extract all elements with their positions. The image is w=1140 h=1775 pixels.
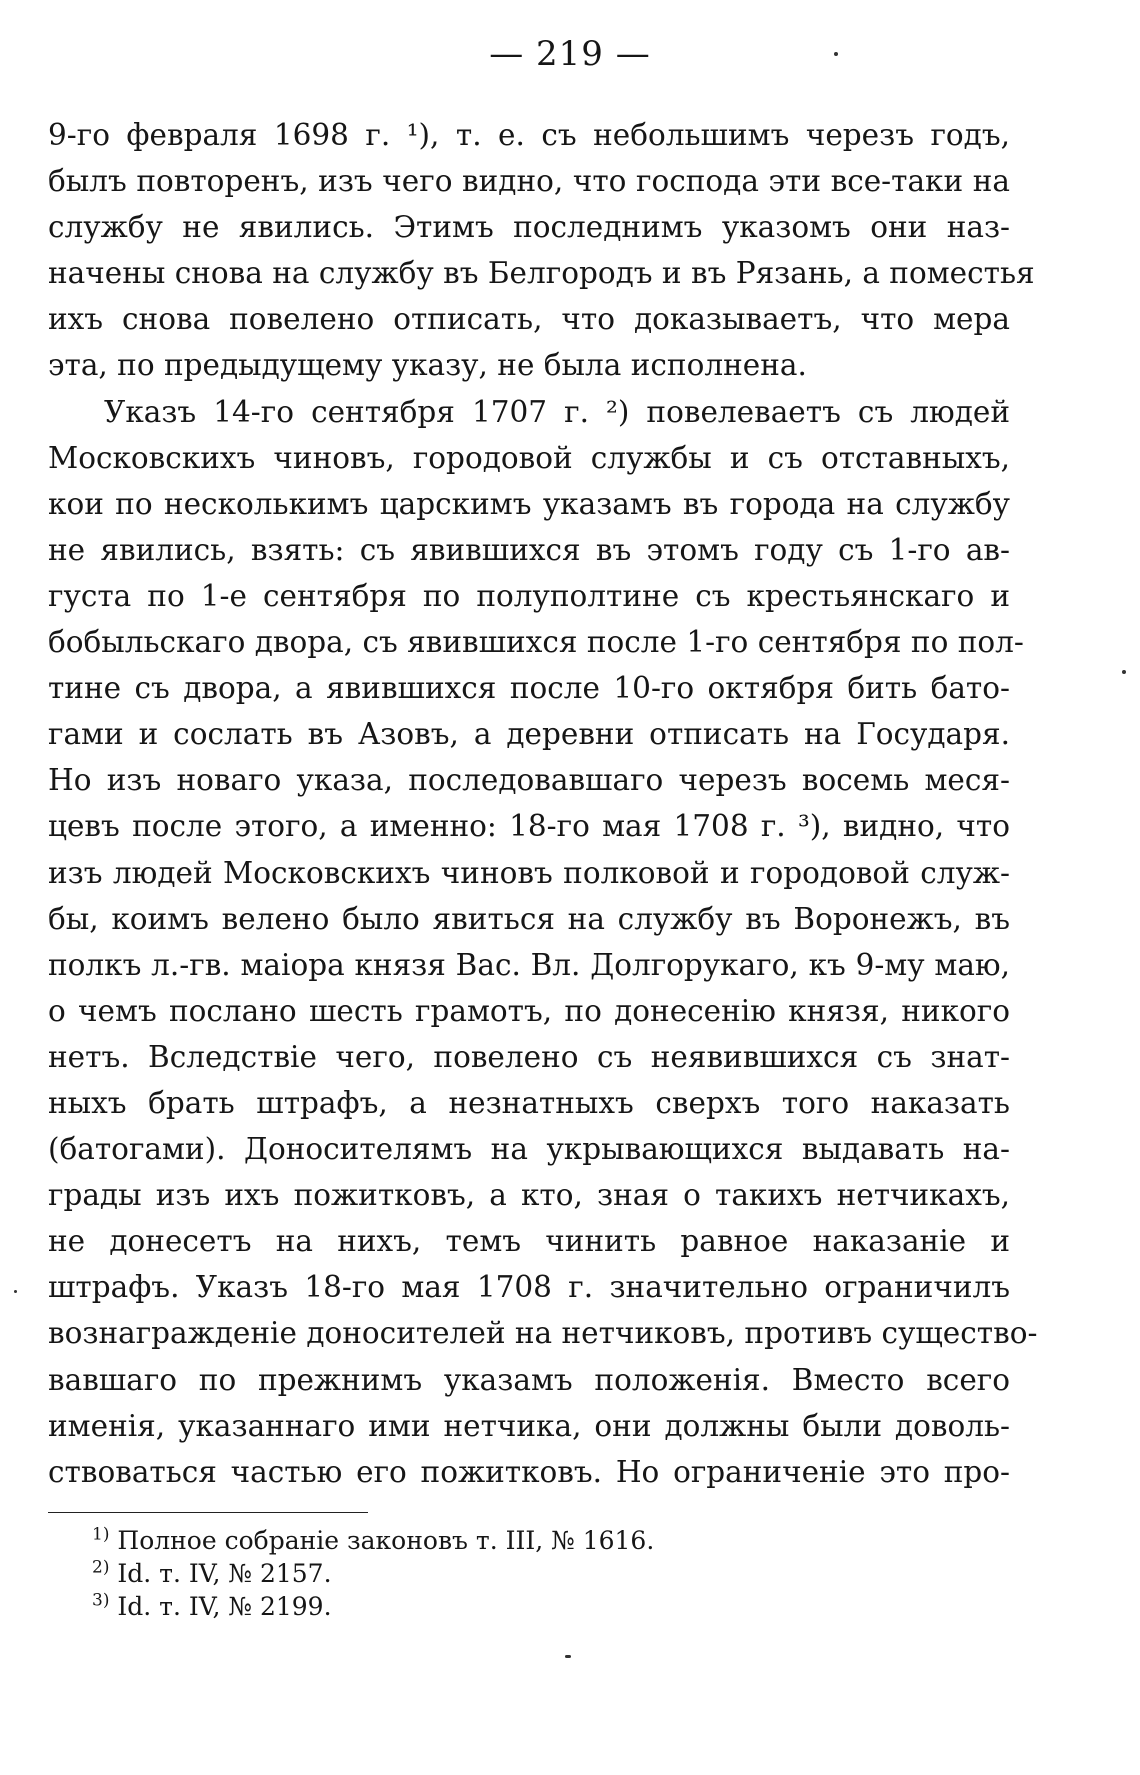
text-line: ихъ снова повелено отписать, что доказываетъ, что мера [48, 302, 1010, 337]
footnote-mark: 1) [92, 1524, 110, 1545]
footnote-text: Id. т. IV, № 2157. [117, 1559, 332, 1588]
footnote [92, 1590, 792, 1623]
text-line: изъ людей Московскихъ чиновъ полковой и городовой служ- [48, 855, 1010, 890]
text-line: начены снова на службу въ Белгородъ и въ Рязань, а поместья [48, 256, 1035, 291]
text-line: эта, по предыдущему указу, не была исполнена. [48, 348, 807, 383]
text-line: службу не явились. Этимъ последнимъ указомъ они наз- [48, 210, 1010, 245]
body-text [48, 112, 1038, 1495]
footnote-mark: 2) [92, 1557, 110, 1578]
footnote-divider [48, 1512, 368, 1513]
text-line: бобыльскаго двора, съ явившихся после 1-го сентября по пол- [48, 625, 1024, 660]
text-line: Московскихъ чиновъ, городовой службы и съ отставныхъ, [48, 440, 1010, 475]
text-line: грады изъ ихъ пожитковъ, а кто, зная о такихъ нетчикахъ, [48, 1178, 1010, 1213]
ink-speck [14, 1290, 17, 1293]
text-line: тине съ двора, а явившихся после 10-го октября бить бато- [48, 671, 1010, 706]
text-line: гами и сослать въ Азовъ, а деревни отписать на Государя. [48, 717, 1010, 752]
ink-speck [834, 52, 838, 56]
footnote [92, 1524, 792, 1557]
footnote-text: Id. т. IV, № 2199. [117, 1592, 332, 1621]
text-line: не донесетъ на нихъ, темъ чинить равное наказанiе и [48, 1224, 1010, 1259]
footnote-mark: 3) [92, 1590, 110, 1611]
text-line: былъ повторенъ, изъ чего видно, что господа эти все-таки на [48, 164, 1010, 199]
text-line: Указъ 14-го сентября 1707 г. ²) повелеваетъ съ людей [104, 394, 1010, 429]
text-line: именiя, указаннаго ими нетчика, они должны были доволь- [48, 1408, 1010, 1443]
footnote-text: Полное собранiе законовъ т. III, № 1616. [117, 1526, 655, 1555]
text-line: штрафъ. Указъ 18-го мая 1708 г. значительно ограничилъ [48, 1270, 1010, 1305]
text-line: (батогами). Доносителямъ на укрывающихся выдавать на- [48, 1132, 1010, 1167]
footnote [92, 1557, 792, 1590]
text-line: Но изъ новаго указа, последовавшаго черезъ восемь меся- [48, 763, 1010, 798]
text-line: бы, коимъ велено было явиться на службу въ Воронежъ, въ [48, 901, 1010, 936]
text-line: цевъ после этого, а именно: 18-го мая 1708 г. ³), видно, что [48, 809, 1010, 844]
text-line: не явились, взять: съ явившихся въ этомъ году съ 1-го ав- [48, 532, 1010, 567]
text-line: густа по 1-е сентября по полуполтине съ крестьянскаго и [48, 578, 1010, 613]
text-line: кои по несколькимъ царскимъ указамъ въ города на службу [48, 486, 1010, 521]
page-number: — 219 — [489, 34, 651, 74]
text-line: ствоваться частью его пожитковъ. Но ограниченiе это про- [48, 1454, 1010, 1489]
text-line: о чемъ послано шесть грамотъ, по донесенiю князя, никого [48, 993, 1010, 1028]
text-line: полкъ л.-гв. маiора князя Вас. Вл. Долгорукаго, къ 9-му маю, [48, 947, 1010, 982]
text-line: 9-го февраля 1698 г. ¹), т. е. съ небольшимъ черезъ годъ, [48, 118, 1010, 152]
text-line: ныхъ брать штрафъ, а незнатныхъ сверхъ того наказать [48, 1085, 1010, 1120]
text-line: вавшаго по прежнимъ указамъ положенiя. Вместо всего [48, 1362, 1010, 1397]
text-line: вознагражденiе доносителей на нетчиковъ, противъ существо- [48, 1316, 1038, 1351]
text-line: нетъ. Вследствiе чего, повелено съ неявившихся съ знат- [48, 1039, 1010, 1074]
footnotes [92, 1524, 792, 1623]
ink-speck [565, 1655, 571, 1658]
ink-speck [1122, 670, 1126, 674]
